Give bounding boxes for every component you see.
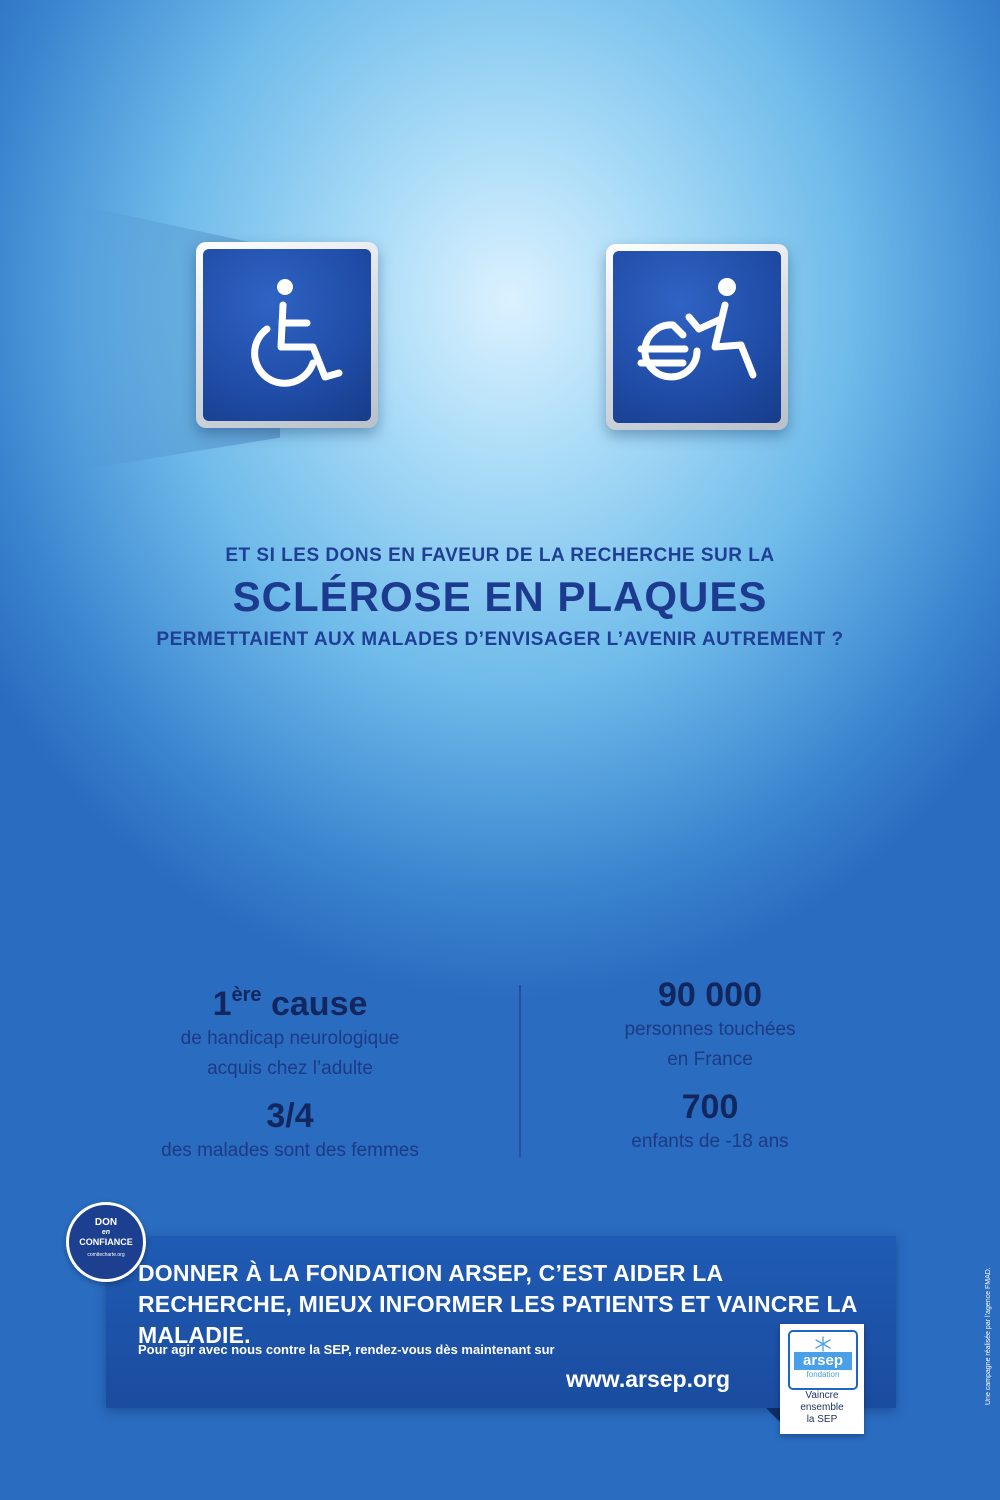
- headline-title: SCLÉROSE EN PLAQUES: [232, 573, 768, 620]
- stat-number-suffix: cause: [261, 985, 368, 1023]
- stat-number: 700: [681, 1088, 739, 1126]
- stat-number-main: 1: [212, 985, 232, 1023]
- headline-line-3: PERMETTAIENT AUX MALADES D’ENVISAGER L’AVENIR AUTREMENT ?: [156, 629, 844, 650]
- logo-mark: [788, 1330, 858, 1390]
- stat-desc: acquis chez l’adulte: [207, 1058, 373, 1079]
- don-en-confiance-seal: [66, 1202, 146, 1282]
- stat-desc: en France: [667, 1049, 753, 1070]
- seal-text: comitecharte.org: [87, 1252, 125, 1258]
- seal-text: CONFIANCE: [79, 1237, 133, 1247]
- stat-number: 90 000: [658, 976, 762, 1014]
- seal-text: DON: [94, 1217, 118, 1228]
- stat-number: 3/4: [266, 1097, 314, 1135]
- stats-block: [0, 975, 1000, 1165]
- call-to-action-banner: [106, 1236, 896, 1408]
- stat-desc: des malades sont des femmes: [161, 1140, 419, 1161]
- wheelchair-icon: [217, 265, 357, 405]
- banner-title: DONNER À LA FONDATION ARSEP, C’EST AIDER LA RECHERCHE, MIEUX INFORMER LES PATIENTS ET VAINCRE LA MALADIE.: [138, 1260, 857, 1348]
- headline-line-1: ET SI LES DONS EN FAVEUR DE LA RECHERCHE SUR LA: [225, 545, 775, 566]
- wheelchair-sign: [196, 242, 378, 428]
- stats-left-column: [80, 975, 500, 1166]
- euro-wheelchair-icon: [627, 267, 767, 407]
- headline: [0, 545, 1000, 651]
- logo-tagline-line: la SEP: [806, 1414, 838, 1425]
- logo-tagline-line: ensemble: [800, 1402, 844, 1413]
- sign-face: [203, 249, 371, 421]
- logo-name: arsep: [794, 1352, 852, 1370]
- stat-number-sup: ère: [231, 984, 262, 1006]
- logo-subtitle: fondation: [806, 1370, 840, 1379]
- stat-desc: de handicap neurologique: [180, 1028, 400, 1049]
- banner-subtitle: Pour agir avec nous contre la SEP, rendez-vous dès maintenant sur: [138, 1342, 555, 1357]
- stat-desc: enfants de -18 ans: [631, 1131, 789, 1152]
- seal-text: en: [101, 1229, 111, 1236]
- stat-desc: personnes touchées: [624, 1019, 796, 1040]
- snowflake-icon: [813, 1336, 833, 1352]
- website-link[interactable]: www.arsep.org: [566, 1366, 731, 1392]
- arsep-logo: [780, 1324, 864, 1434]
- agency-credit: Une campagne réalisée par l’agence FMAD.: [985, 1267, 992, 1405]
- sign-face: [613, 251, 781, 423]
- logo-tagline-line: Vaincre: [805, 1390, 839, 1401]
- logo-fold: [766, 1408, 780, 1422]
- euro-wheelchair-sign: [606, 244, 788, 430]
- stats-right-column: [500, 975, 920, 1157]
- logo-tagline: [780, 1390, 864, 1426]
- stat-number: [80, 975, 500, 1024]
